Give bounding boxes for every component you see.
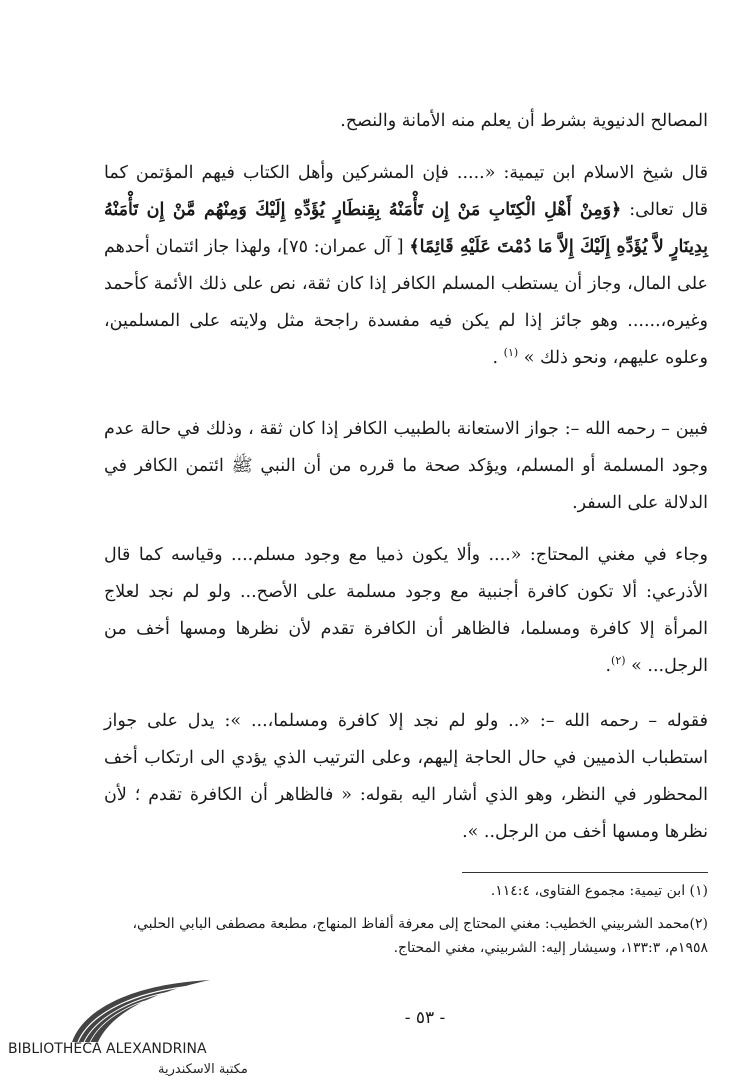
quran-verse: ﴿وَمِنْ أَهْلِ الْكِتَابِ مَنْ إِن تَأْمَنْهُ بِقِنطَارٍ يُؤَدِّهِ إِلَيْكَ وَمِنْهُم مَّنْ إِن تَأْمَنْهُ بِدِينَارٍ لاَّ يُؤَدِّهِ إِلَيْكَ إِلاَّ مَا دُمْتَ عَلَيْهِ قَائِمًا﴾	[104, 200, 709, 257]
logo-arabic-text: مكتبة الاسكندرية	[158, 1062, 248, 1077]
footnote-1: (١) ابن تيمية: مجموع الفتاوى، ١١٤:٤.	[490, 883, 708, 899]
footnote-2: (٢)محمد الشربيني الخطيب: مغني المحتاج إلى معرفة ألفاظ المنهاج، مطبعة مصطفى البابي الحلبي، ١٩٥٨م، ١٣٣:٣، وسيشار إليه: الشربيني، مغني المحتاج.	[132, 916, 708, 956]
paragraph-2-text-b: [ آل عمران: ٧٥]، ولهذا جاز ائتمان أحدهم على المال، وجاز أن يستطب المسلم الكافر إذا كان ثقة، نص على ذلك الأئمة كأحمد وغيره،...... وهو جائز إذا لم يكن فيه مفسدة راجحة مثل ولايته على المسلمين، وعلوه عليهم، ونحو ذلك »	[104, 237, 708, 368]
paragraph-5-text: فقوله – رحمه الله –: «.. ولو لم نجد إلا كافرة ومسلما،... »: يدل على جواز استطباب الذميين في حال الحاجة إليهم، وعلى الترتيب الذي يؤدي الى ارتكاب أخف المحظور في النظر، وهو الذي أشار اليه بقوله: « فالظاهر أن الكافرة تقدم ؛ لأن نظرها ومسها أخف من الرجل.. ».	[104, 711, 708, 842]
paragraph-3	[104, 411, 708, 522]
footnote-divider	[462, 872, 708, 873]
paragraph-5	[104, 703, 708, 851]
library-logo	[8, 978, 308, 1083]
logo-arc-icon	[64, 978, 214, 1044]
footnote-ref-2[interactable]: (٢)	[611, 654, 626, 668]
logo-latin-text: BIBLIOTHECA ALEXANDRINA	[8, 1041, 207, 1057]
paragraph-3-text: فبين – رحمه الله –: جواز الاستعانة بالطبيب الكافر إذا كان ثقة ، وذلك في حالة عدم وجود المسلمة أو المسلم، ويؤكد صحة ما قرره من أن النبي ﷺ ائتمن الكافر في الدلالة على السفر.	[104, 419, 708, 513]
footnote-ref-1[interactable]: (١)	[503, 346, 519, 360]
paragraph-2	[104, 155, 708, 377]
paragraph-4	[104, 537, 708, 685]
paragraph-1	[104, 103, 708, 140]
paragraph-1-text: المصالح الدنيوية بشرط أن يعلم منه الأمانة والنصح.	[340, 111, 708, 131]
paragraph-4-end: .	[605, 656, 612, 676]
paragraph-4-text: وجاء في مغني المحتاج: «.... وألا يكون ذميا مع وجود مسلم.... وقياسه كما قال الأذرعي: ألا تكون كافرة أجنبية مع وجود مسلمة على الأصح... ولو لم نجد لعلاج المرأة إلا كافرة ومسلما، فالظاهر أن الكافرة تقدم لأن نظرها ومسها أخف من الرجل... »	[104, 545, 708, 676]
paragraph-2-text-a: قال شيخ الاسلام ابن تيمية: «..... فإن المشركين وأهل الكتاب فيهم المؤتمن كما قال تعالى:	[104, 163, 709, 220]
page-number: - ٥٣ -	[404, 1008, 446, 1028]
paragraph-2-end: .	[492, 348, 504, 368]
